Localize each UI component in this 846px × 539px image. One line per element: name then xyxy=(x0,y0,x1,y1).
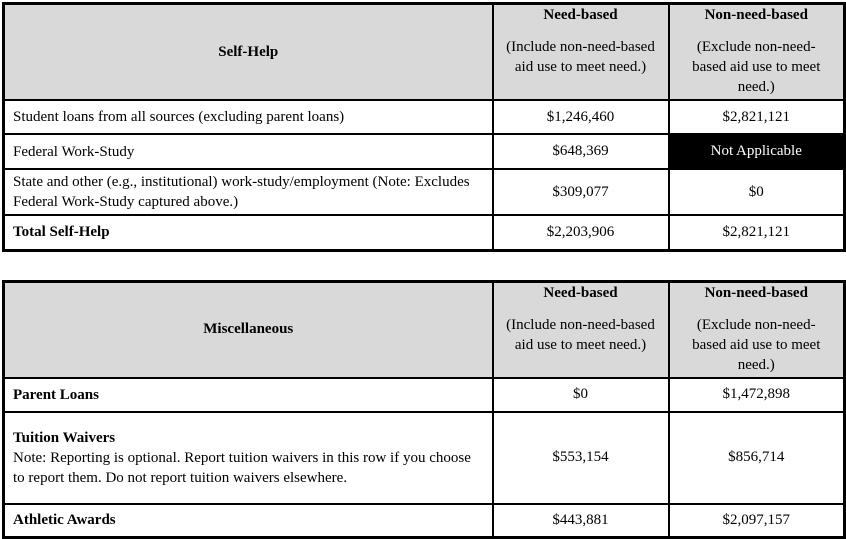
row-label-student-loans: Student loans from all sources (excluding parent loans) xyxy=(4,100,493,134)
row-label-tuition-waivers xyxy=(4,412,493,504)
column-subtitle: (Exclude non-need-based aid use to meet need.) xyxy=(681,315,831,375)
non-need-based-value: $2,097,157 xyxy=(669,504,845,538)
non-need-based-value: $0 xyxy=(669,169,845,215)
column-title: Need-based xyxy=(502,7,660,24)
need-based-value: $2,203,906 xyxy=(493,215,669,250)
table-title-miscellaneous: Miscellaneous xyxy=(4,281,493,378)
row-label-federal-work-study: Federal Work-Study xyxy=(4,134,493,169)
non-need-based-value: $2,821,121 xyxy=(669,215,845,250)
need-based-column-header xyxy=(493,281,669,378)
table-row xyxy=(4,134,845,169)
table-row xyxy=(4,504,845,538)
non-need-based-value: $2,821,121 xyxy=(669,100,845,134)
row-label-total-self-help: Total Self-Help xyxy=(4,215,493,250)
non-need-based-column-header xyxy=(669,281,845,378)
non-need-based-column-header xyxy=(669,4,845,101)
row-label-state-work-study: State and other (e.g., institutional) work-study/employment (Note: Excludes Federal Work-Study captured above.) xyxy=(4,169,493,215)
need-based-value: $1,246,460 xyxy=(493,100,669,134)
need-based-value: $443,881 xyxy=(493,504,669,538)
need-based-value: $648,369 xyxy=(493,134,669,169)
column-subtitle: (Include non-need-based aid use to meet need.) xyxy=(506,315,656,355)
column-title: Non-need-based xyxy=(678,7,836,24)
need-based-column-header xyxy=(493,4,669,101)
header-row xyxy=(4,281,845,378)
non-need-based-value: $856,714 xyxy=(669,412,845,504)
non-need-based-value: $1,472,898 xyxy=(669,378,845,412)
column-subtitle: (Include non-need-based aid use to meet need.) xyxy=(506,37,656,77)
tuition-waivers-label: Tuition Waivers xyxy=(13,428,484,448)
table-row xyxy=(4,378,845,412)
table-row xyxy=(4,169,845,215)
column-subtitle: (Exclude non-need-based aid use to meet need.) xyxy=(681,37,831,97)
table-row xyxy=(4,215,845,250)
table-title-self-help: Self-Help xyxy=(4,4,493,101)
header-row xyxy=(4,4,845,101)
need-based-value: $309,077 xyxy=(493,169,669,215)
miscellaneous-table xyxy=(2,280,846,539)
self-help-table xyxy=(2,2,846,252)
not-applicable-cell: Not Applicable xyxy=(669,134,845,169)
row-label-parent-loans: Parent Loans xyxy=(4,378,493,412)
need-based-value: $0 xyxy=(493,378,669,412)
need-based-value: $553,154 xyxy=(493,412,669,504)
column-title: Need-based xyxy=(502,285,660,302)
table-row xyxy=(4,412,845,504)
tuition-waivers-note: Note: Reporting is optional. Report tuition waivers in this row if you choose to report them. Do not report tuition waivers elsewhere. xyxy=(13,448,484,488)
column-title: Non-need-based xyxy=(678,285,836,302)
table-row xyxy=(4,100,845,134)
row-label-athletic-awards: Athletic Awards xyxy=(4,504,493,538)
